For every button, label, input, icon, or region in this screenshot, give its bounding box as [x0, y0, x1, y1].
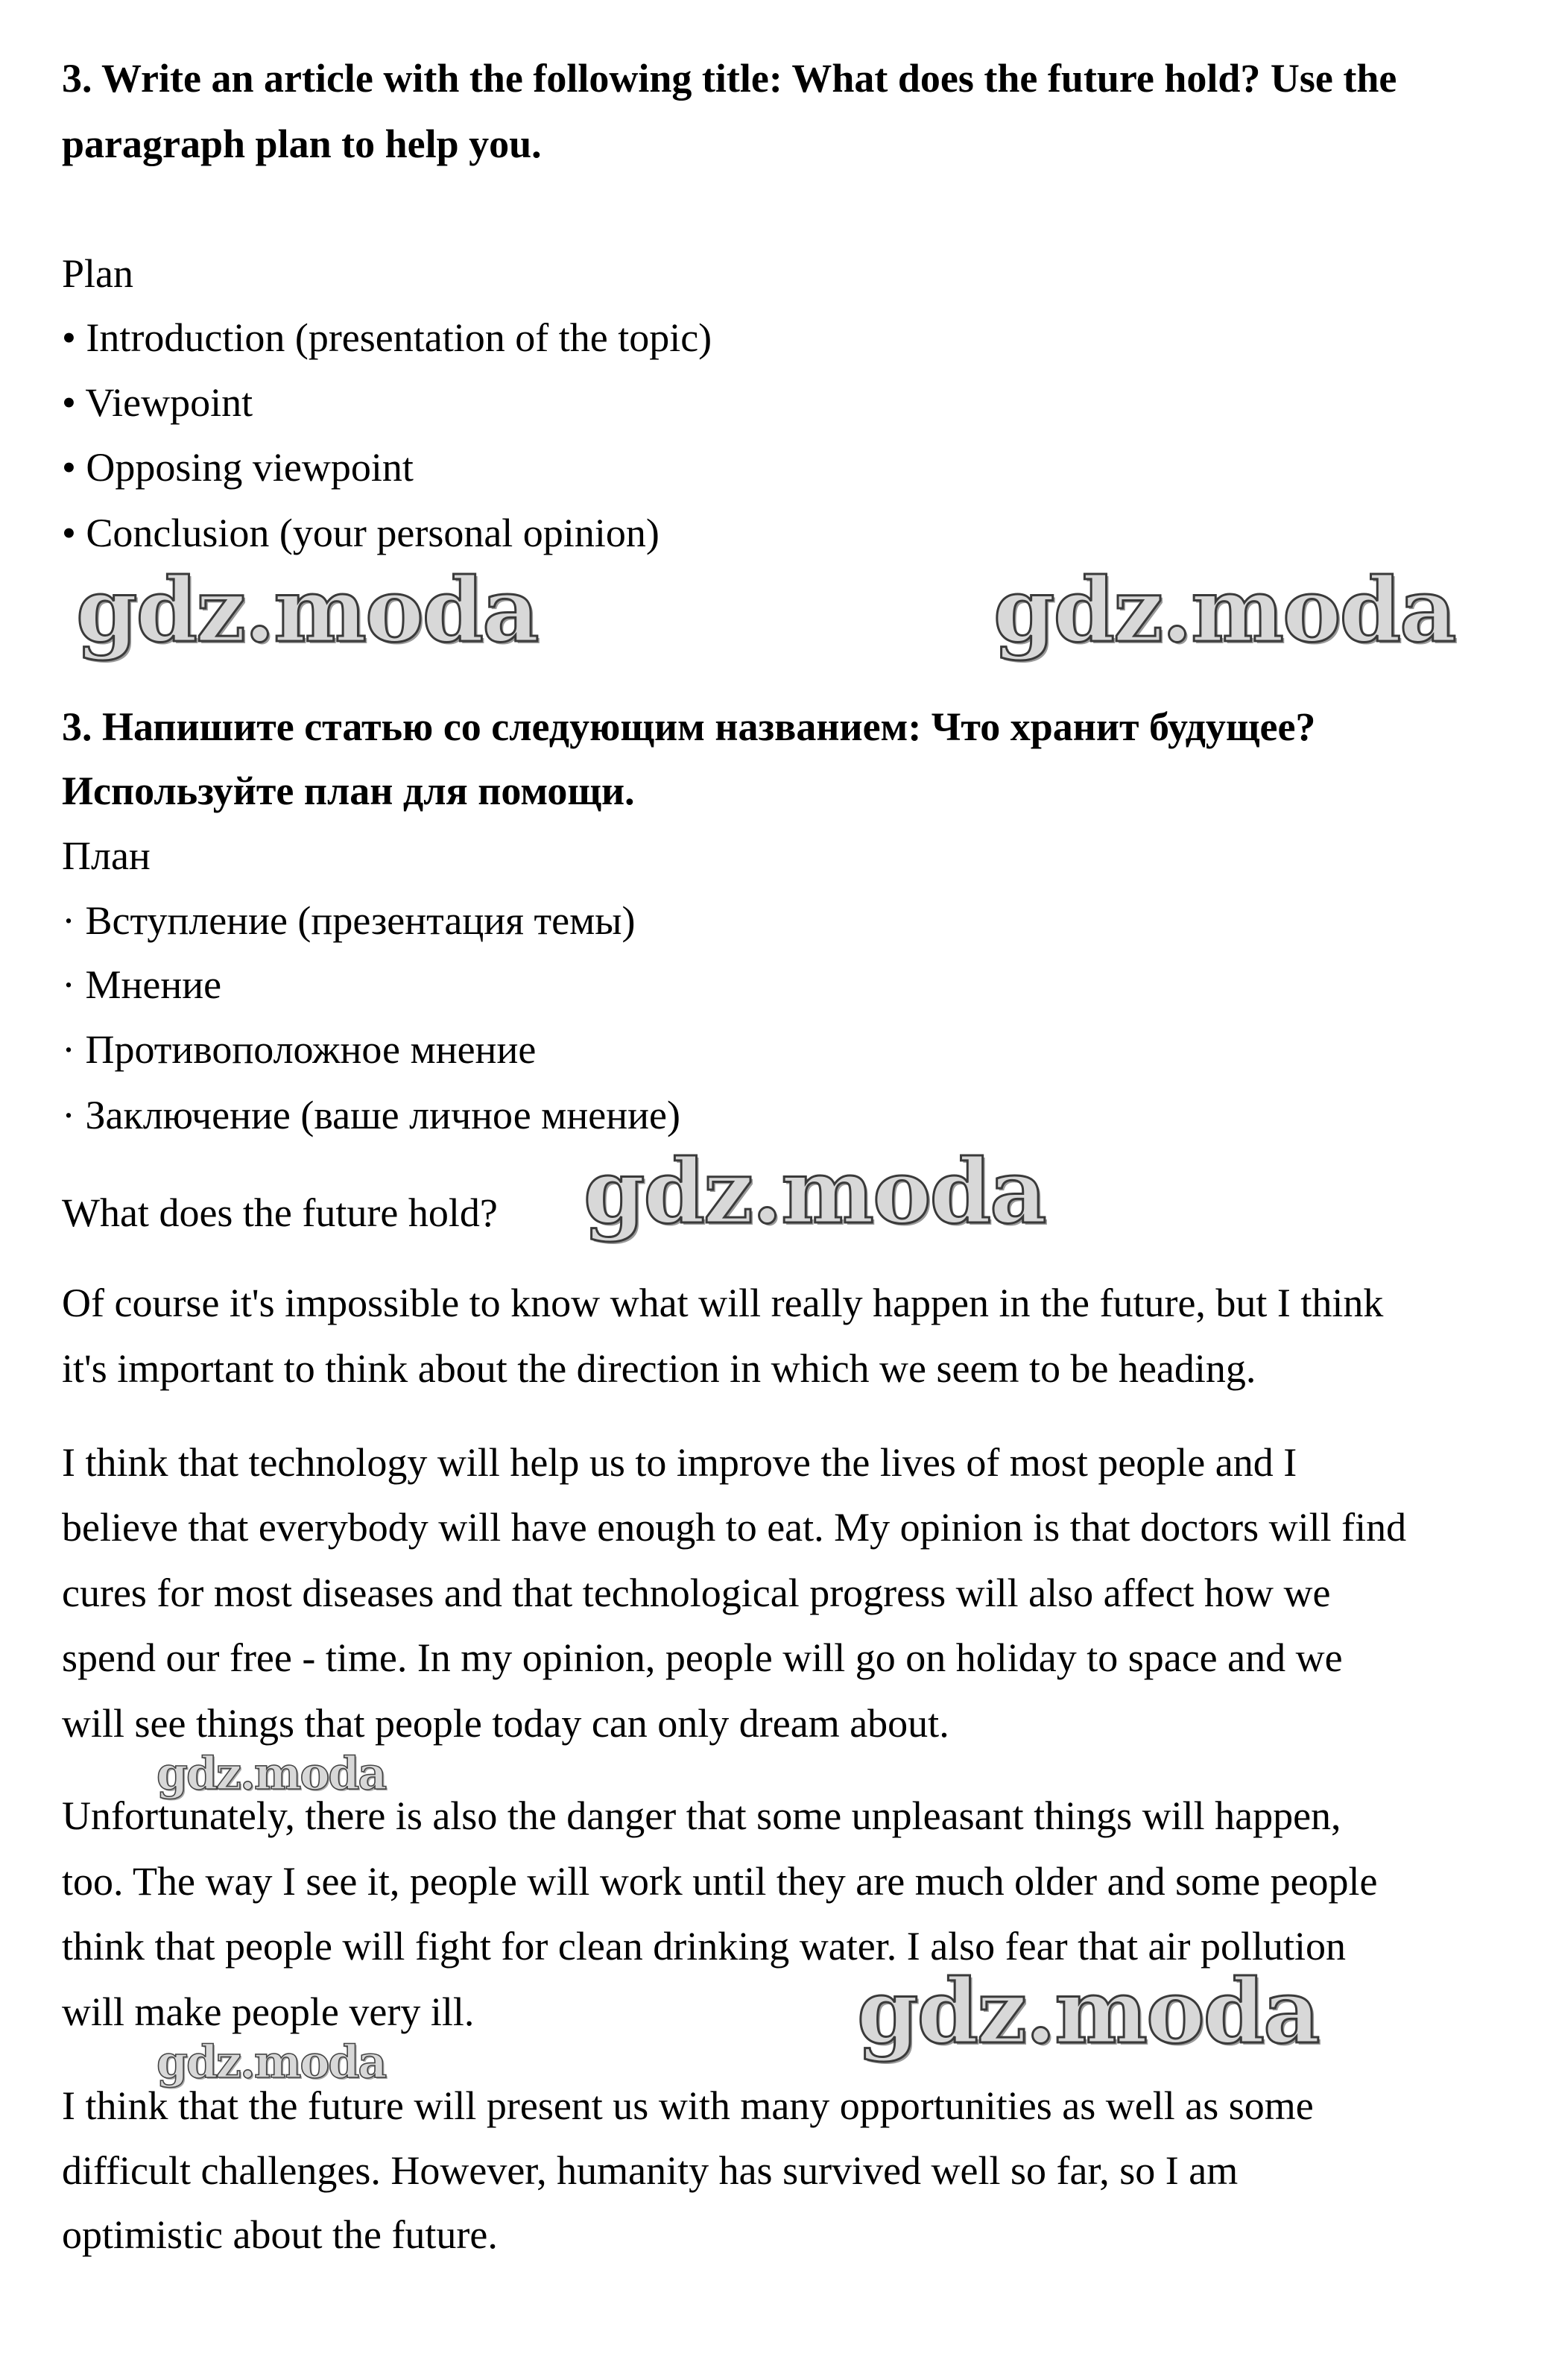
paragraph-line: will make people very ill.	[62, 1989, 475, 2034]
watermark-logo: gdz.moda	[857, 1960, 1319, 2063]
watermark-logo: gdz.moda	[993, 558, 1455, 662]
task-title-line-2: paragraph plan to help you.	[62, 121, 542, 166]
paragraph-line: Of course it's impossible to know what will really happen in the future, but I think	[62, 1281, 1384, 1325]
watermark-logo: gdz.moda	[583, 1140, 1046, 1243]
plan-item-ru: · Противоположное мнение	[62, 1027, 537, 1072]
plan-item: • Viewpoint	[62, 380, 253, 425]
paragraph-line: cures for most diseases and that technological progress will also affect how we	[62, 1571, 1331, 1615]
plan-label: Plan	[62, 251, 134, 296]
paragraph-line: it's important to think about the direction in which we seem to be heading.	[62, 1346, 1256, 1391]
paragraph-line: Unfortunately, there is also the danger that some unpleasant things will happen,	[62, 1793, 1341, 1838]
paragraph-line: think that people will fight for clean drinking water. I also fear that air pollution	[62, 1924, 1347, 1969]
watermark-logo-small: gdz.moda	[156, 1748, 386, 1800]
plan-item: • Conclusion (your personal opinion)	[62, 511, 660, 555]
plan-item: • Opposing viewpoint	[62, 445, 414, 490]
task-title-ru-line-2: Используйте план для помощи.	[62, 768, 635, 813]
watermark-logo-small: gdz.moda	[156, 2036, 386, 2089]
plan-item: • Introduction (presentation of the topic)	[62, 315, 712, 360]
plan-item-ru: · Вступление (презентация темы)	[62, 898, 636, 943]
watermark-logo: gdz.moda	[76, 558, 538, 662]
plan-item-ru: · Заключение (ваше личное мнение)	[62, 1093, 680, 1137]
task-title-line-1: 3. Write an article with the following title: What does the future hold? Use the	[62, 56, 1397, 101]
paragraph-line: too. The way I see it, people will work until they are much older and some people	[62, 1859, 1378, 1904]
plan-label-ru: План	[62, 833, 151, 878]
task-title-ru-line-1: 3. Напишите статью со следующим названием: Что хранит будущее?	[62, 704, 1316, 749]
paragraph-line: difficult challenges. However, humanity has survived well so far, so I am	[62, 2148, 1239, 2193]
paragraph-line: will see things that people today can only dream about.	[62, 1701, 949, 1746]
plan-item-ru: · Мнение	[62, 962, 222, 1007]
paragraph-line: I think that the future will present us with many opportunities as well as some	[62, 2083, 1314, 2128]
paragraph-line: spend our free - time. In my opinion, people will go on holiday to space and we	[62, 1635, 1343, 1680]
paragraph-line: I think that technology will help us to improve the lives of most people and I	[62, 1440, 1297, 1485]
paragraph-line: believe that everybody will have enough to eat. My opinion is that doctors will find	[62, 1505, 1407, 1550]
paragraph-line: optimistic about the future.	[62, 2212, 498, 2257]
article-title: What does the future hold?	[62, 1190, 498, 1235]
